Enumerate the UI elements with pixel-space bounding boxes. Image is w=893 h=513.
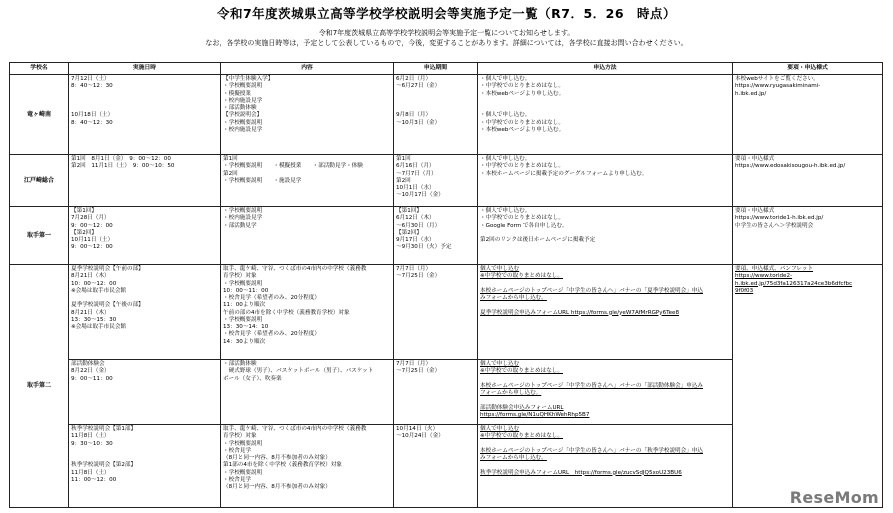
- cell-line: [71, 91, 218, 98]
- cell-line: ・部活動見学: [223, 222, 257, 229]
- cell-line: ・模擬授業: [223, 90, 251, 97]
- cell-line: 6月2日（月）: [396, 76, 432, 82]
- cell-line: 【第1回】: [396, 208, 422, 214]
- cell-line: 取手、龍ケ崎、守谷、つくば市の4市内の中学校（義務教: [223, 426, 367, 432]
- period-cell: [394, 265, 478, 360]
- cell-line: [480, 376, 730, 383]
- cell-line: ・校舎見学（希望者のみ、20分程度）: [223, 331, 320, 338]
- school-name: 竜ヶ崎南: [10, 75, 69, 155]
- cell-line: 要項・申込様式: [735, 156, 775, 162]
- notes-cell: [733, 207, 883, 265]
- cell-line: ※会場は取手市民会館: [71, 287, 127, 294]
- notes-cell: [733, 155, 883, 207]
- cell-line: ※会場は取手市民会館: [71, 324, 127, 331]
- cell-line: 第2回: [223, 170, 238, 177]
- cell-line: 【中学生体験入学】: [223, 76, 274, 82]
- header-row: [10, 63, 883, 75]
- cell-line: ・校内施設見学: [223, 215, 263, 222]
- school-name: 取手第一: [10, 207, 69, 265]
- cell-line: ・校内施設見学: [223, 97, 263, 104]
- cell-line: 夏季学校説明会【午前の部】: [71, 266, 144, 272]
- cell-line: ・Google Form で各自申し込む。: [480, 222, 568, 229]
- content-cell: [221, 75, 394, 155]
- cell-line: 11月8日（土）: [71, 433, 110, 440]
- cell-line: 本校ホームページのトップページ「中学生の皆さんへ」バナーの「夏季学校説明会」申込: [480, 287, 704, 294]
- cell-line: 取手、龍ケ崎、守谷、つくば市の4市内の中学校（義務教: [223, 266, 367, 272]
- cell-line: ・本校webページより申し込む。: [480, 90, 565, 97]
- cell-line: 6月12日（木）: [396, 215, 435, 222]
- cell-line: みフォームから申し込む。: [480, 295, 547, 302]
- cell-line: 7月28日（月）: [71, 215, 110, 222]
- period-cell: [394, 207, 478, 265]
- cell-line: ・学校概要説明: [223, 208, 263, 214]
- cell-line: ・学校概要説明 ・施設見学: [223, 177, 302, 184]
- cell-line: https://www.toride1-h.ibk.ed.jp/: [735, 215, 824, 222]
- cell-line: ・個人で申し込む。: [480, 208, 531, 214]
- date-cell: [69, 75, 221, 155]
- cell-line: https://www.toride2-: [735, 273, 793, 280]
- cell-line: 7月7日（月）: [396, 361, 432, 367]
- cell-line: ※中学校での取りまとめはなし。: [480, 368, 563, 375]
- cell-line: 中学生の皆さんへ＞学校説明会: [735, 222, 814, 229]
- cell-line: ～10月17日（金）: [396, 192, 444, 199]
- cell-line: 第2回のリンクは後日ホームページに掲載予定: [480, 237, 596, 244]
- cell-line: ・中学校でのとりまとめはなし。: [480, 215, 564, 222]
- date-cell: [69, 425, 221, 508]
- cell-line: 11：00～12：00: [71, 476, 117, 483]
- method-cell: [478, 207, 733, 265]
- cell-line: ・学校概要説明 ・模擬授業 ・部活動見学・体験: [223, 163, 363, 170]
- cell-line: （8月と同一内容、8月不参加者のみ対象）: [223, 484, 331, 491]
- table-row: [10, 207, 883, 265]
- cell-line: ・部活動体験: [223, 361, 257, 367]
- period-cell: [394, 75, 478, 155]
- table-row: [10, 155, 883, 207]
- cell-line: 8：40～12：30: [71, 119, 113, 126]
- cell-line: ・中学校でのとりまとめはなし。: [480, 119, 564, 126]
- cell-line: 硬式野球（男子）、バスケットボール（男子）、バスケット: [223, 368, 374, 375]
- cell-line: 秋季学校説明会申込みフォームURL https://forms.gle/zucvSdJQ5xoU23BU6: [480, 469, 682, 476]
- cell-line: 9月8日（月）: [396, 112, 432, 119]
- content-cell: [221, 425, 394, 508]
- date-cell: [69, 265, 221, 360]
- period-cell: [394, 360, 478, 425]
- cell-line: ※中学校での取りまとめはなし。: [480, 433, 563, 440]
- cell-line: 第1回: [396, 156, 411, 162]
- cell-line: 育学校）対象: [223, 433, 257, 440]
- cell-line: ・校舎見学（希望者のみ、20分程度）: [223, 295, 320, 302]
- cell-line: [480, 281, 730, 288]
- cell-line: 13：30～14：10: [223, 324, 269, 331]
- cell-line: 第1部の4市を除く中学校（義務教育学校）対象: [223, 462, 342, 469]
- cell-line: 10：00～11：00: [223, 287, 269, 294]
- cell-line: ・個人で申し込む。: [480, 156, 531, 162]
- cell-line: https://forms.gle/N1uQHKhWehRhp5B7: [480, 411, 590, 418]
- cell-line: 9f0f03: [735, 287, 754, 294]
- cell-line: 午前の部の4市を除く中学校（義務教育学校）対象: [223, 309, 350, 316]
- cell-line: 【第2回】: [396, 229, 422, 236]
- date-cell: [69, 360, 221, 425]
- cell-line: 第2回: [396, 177, 411, 184]
- cell-line: ・学校概要説明: [223, 469, 263, 476]
- header-school: 学校名: [10, 63, 69, 75]
- cell-line: 9：00～12：00: [71, 244, 113, 251]
- cell-line: ※中学校での取りまとめはなし。: [480, 273, 563, 280]
- cell-line: ～6月27日（金）: [396, 83, 441, 90]
- cell-line: 8月22日（金）: [71, 368, 110, 375]
- cell-line: ～10月24日（金）: [396, 433, 444, 440]
- cell-line: ～10月3日（金）: [396, 119, 441, 126]
- intro-line-1: 令和7年度茨城県立高等学校学校説明会等実施予定一覧についてお知らせします。: [318, 29, 575, 37]
- cell-line: ・校内施設見学: [223, 126, 263, 133]
- cell-line: ・部活動体験: [223, 105, 257, 112]
- cell-line: 個人で申し込む: [480, 361, 520, 367]
- method-cell: [478, 360, 733, 425]
- cell-line: [71, 98, 218, 105]
- cell-line: 8月21日（木）: [71, 309, 110, 316]
- cell-line: 夏季学校説明会【午後の部】: [71, 302, 144, 309]
- cell-line: [396, 91, 475, 98]
- cell-line: 8月21日（木）: [71, 273, 110, 280]
- period-cell: [394, 155, 478, 207]
- cell-line: （8月と同一内容、8月不参加者のみ対象）: [223, 455, 331, 462]
- cell-line: [396, 98, 475, 105]
- header-method: 申込方法: [478, 63, 733, 75]
- cell-line: ・校舎見学: [223, 476, 251, 483]
- cell-line: 【学校説明会】: [223, 112, 263, 119]
- cell-line: 本校webサイトをご覧ください。: [735, 76, 819, 82]
- school-name: 取手第二: [10, 265, 69, 508]
- cell-line: 第1回: [223, 156, 238, 162]
- cell-line: 13：30～15：30: [71, 316, 117, 323]
- content-cell: [221, 360, 394, 425]
- cell-line: 7月12日（土）: [71, 76, 110, 82]
- cell-line: 11月8日（土）: [71, 469, 110, 476]
- cell-line: 個人で申し込む: [480, 266, 520, 272]
- cell-line: ボール（女子）、吹奏楽: [223, 375, 282, 382]
- cell-line: ・本校webページより申し込む。: [480, 126, 565, 133]
- cell-line: 10月1日（水）: [396, 185, 435, 192]
- cell-line: 個人で申し込む: [480, 426, 520, 432]
- header-date: 実施日時: [69, 63, 221, 75]
- cell-line: 要項・申込様式: [735, 208, 775, 214]
- cell-line: ・本校ホームページに掲載予定のグーグルフォームより申し込む。: [480, 170, 648, 177]
- cell-line: ・中学校でのとりまとめはなし。: [480, 83, 564, 90]
- school-name: 江戸崎総合: [10, 155, 69, 207]
- cell-line: 7月7日（月）: [396, 266, 432, 272]
- schedule-table: [9, 62, 883, 508]
- cell-line: 育学校）対象: [223, 273, 257, 280]
- cell-line: ～7月25日（金）: [396, 273, 441, 280]
- cell-line: 部活動体験会: [71, 361, 105, 367]
- header-period: 申込期間: [394, 63, 478, 75]
- notes-cell: [733, 75, 883, 155]
- cell-line: [480, 230, 730, 237]
- cell-line: 秋季学校説明会【第1部】: [71, 426, 137, 432]
- cell-line: 10月11日（土）: [71, 237, 114, 244]
- cell-line: 11：00より順次: [223, 302, 266, 309]
- cell-line: 第1回 8月1日（金） 9：00～12：00: [71, 156, 171, 162]
- cell-line: [480, 462, 730, 469]
- cell-line: ～9月30日（火）予定: [396, 244, 452, 251]
- method-cell: [478, 425, 733, 508]
- cell-line: 9：00～11：00: [71, 375, 113, 382]
- cell-line: 第2回 11月1日（土） 9：00～10：50: [71, 163, 175, 170]
- cell-line: [71, 448, 218, 455]
- cell-line: 【第1回】: [71, 208, 97, 214]
- notes-cell: [733, 265, 883, 508]
- cell-line: 要項、申込様式、パンフレット: [735, 266, 814, 272]
- cell-line: 9月17日（水）: [396, 237, 435, 244]
- cell-line: [480, 441, 730, 448]
- table-row: [10, 265, 883, 360]
- cell-line: ・個人で申し込む。: [480, 76, 531, 82]
- method-cell: [478, 265, 733, 360]
- content-cell: [221, 265, 394, 360]
- cell-line: 本校ホームページのトップページ「中学生の皆さんへ」バナーの「部活動体験会」申込み: [480, 382, 704, 389]
- cell-line: 本校ホームページのトップページ「中学生の皆さんへ」バナーの「秋季学校説明会」申込: [480, 447, 704, 454]
- cell-line: フォームから申し込む。: [480, 390, 542, 397]
- cell-line: https://www.edosakisougou-h.ibk.ed.jp/: [735, 163, 846, 170]
- cell-line: 10月14日（火）: [396, 426, 439, 432]
- intro-line-2: なお，各学校の実施日時等は，予定として公表しているもので，今後，変更することがあります。詳細については，各学校に直接お問い合わせください。: [205, 39, 688, 47]
- date-cell: [69, 155, 221, 207]
- cell-line: https://www.ryugasakiminami-: [735, 83, 821, 90]
- cell-line: h.ibk.ed.jp/: [735, 90, 767, 97]
- content-cell: [221, 207, 394, 265]
- content-cell: [221, 155, 394, 207]
- period-cell: [394, 425, 478, 508]
- resemom-logo: ReseMom: [789, 488, 879, 507]
- cell-line: [480, 98, 730, 105]
- cell-line: [480, 302, 730, 309]
- header-content: 内容: [221, 63, 394, 75]
- cell-line: 秋季学校説明会【第2部】: [71, 462, 137, 469]
- cell-line: 8：40～12：30: [71, 83, 113, 90]
- method-cell: [478, 155, 733, 207]
- date-cell: [69, 207, 221, 265]
- cell-line: ～6月30日（月）: [396, 222, 441, 229]
- cell-line: 14：30より順次: [223, 338, 266, 345]
- cell-line: 9：00～12：00: [71, 222, 113, 229]
- cell-line: ・学校概要説明: [223, 119, 263, 126]
- cell-line: ・校舎見学: [223, 447, 251, 454]
- cell-line: ・個人で申し込む。: [480, 112, 531, 119]
- cell-line: 部活動体験会申込みフォームURL: [480, 404, 564, 411]
- cell-line: ・学校概要説明: [223, 440, 263, 447]
- cell-line: 【第2回】: [71, 229, 97, 236]
- cell-line: ～7月7日（月）: [396, 170, 437, 177]
- header-notes: 要項・申込様式: [733, 63, 883, 75]
- cell-line: 9：30～10：30: [71, 440, 113, 447]
- cell-line: ・学校概要説明: [223, 316, 263, 323]
- cell-line: [480, 397, 730, 404]
- method-cell: [478, 75, 733, 155]
- cell-line: ・学校概要説明: [223, 83, 263, 90]
- cell-line: ～7月25日（金）: [396, 368, 441, 375]
- cell-line: 10月18日（土）: [71, 112, 114, 119]
- cell-line: 10：00～12：00: [71, 280, 117, 287]
- cell-line: ・学校概要説明: [223, 280, 263, 287]
- cell-line: ・中学校でのとりまとめはなし。: [480, 163, 564, 170]
- cell-line: 6月16日（月）: [396, 163, 435, 170]
- cell-line: 夏季学校説明会申込みフォームURL https://forms.gle/yeW7AfMrRGPy6Tee8: [480, 309, 680, 316]
- cell-line: h.ibk.ed.jp/75d3fa126317a24ce3b6dfcfbc: [735, 280, 853, 287]
- table-row: [10, 75, 883, 155]
- page-title: 令和7年度茨城県立高等学校学校説明会等実施予定一覧（R7．5．26 時点）: [216, 6, 677, 21]
- cell-line: みフォームから申し込む。: [480, 455, 547, 462]
